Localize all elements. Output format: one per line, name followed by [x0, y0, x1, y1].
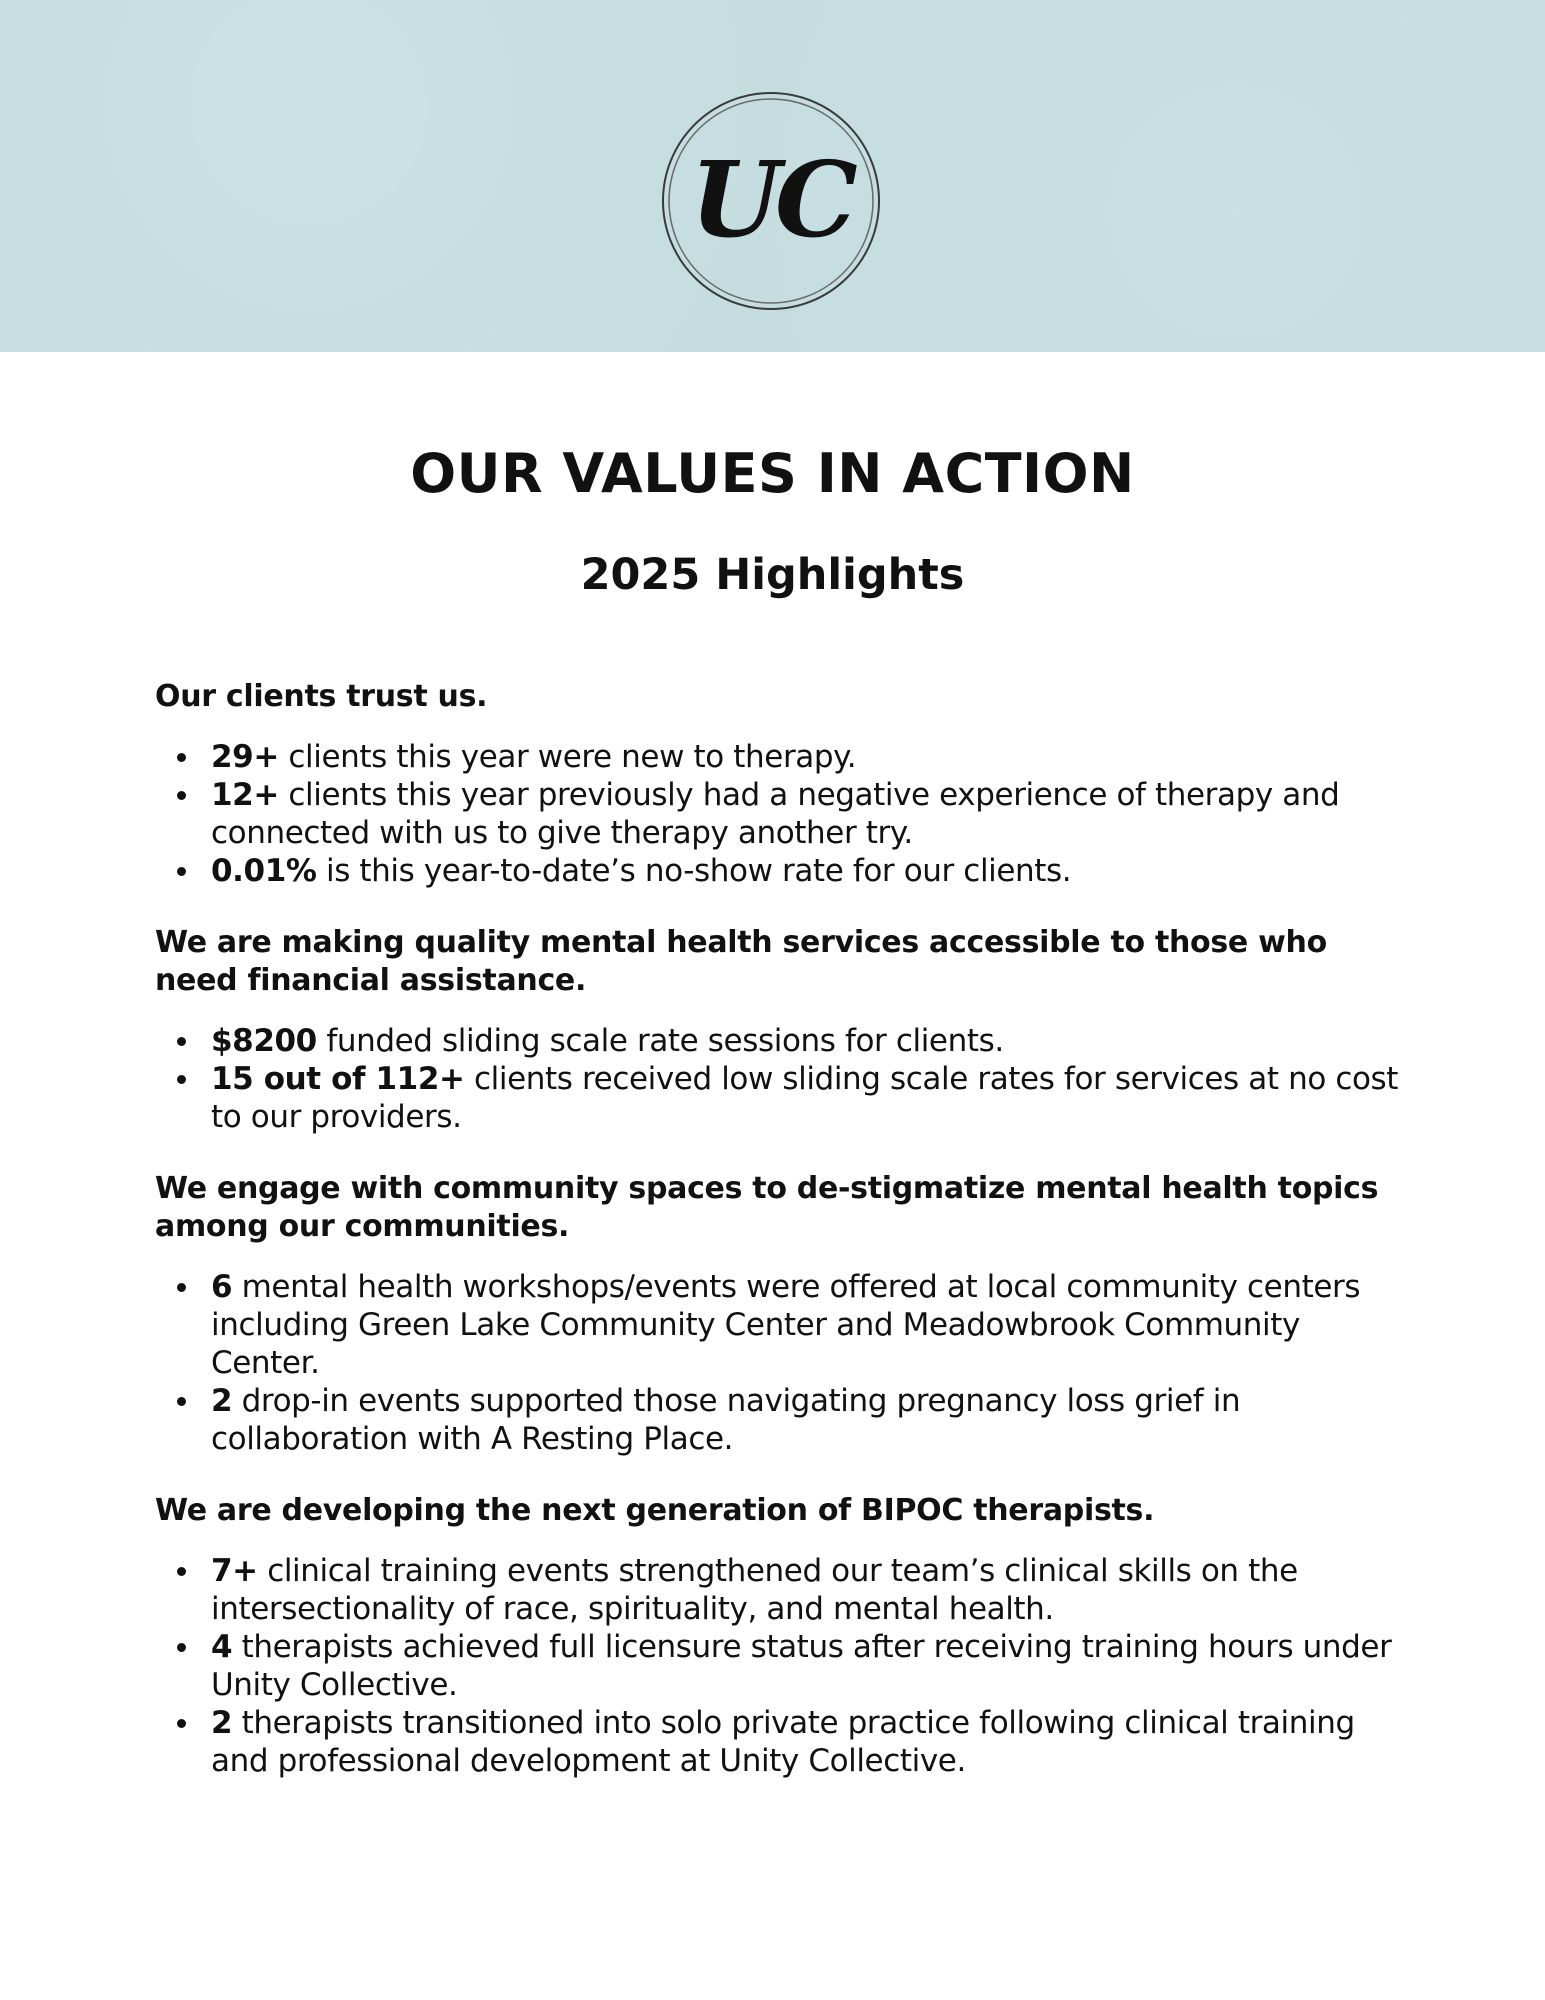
page-title: OUR VALUES IN ACTION: [410, 442, 1135, 505]
section-heading-therapists: We are developing the next generation of BIPOC therapists.: [155, 1493, 1155, 1528]
uc-logo: [660, 90, 882, 312]
list-item: [155, 1060, 1405, 1136]
section-heading-access: We are making quality mental health services accessible to those who need financial assistance.: [155, 925, 1327, 998]
highlights-content: [155, 678, 1405, 1814]
highlight-number: 4: [211, 1629, 233, 1665]
page-subtitle: 2025 Highlights: [580, 550, 965, 600]
list-item: [155, 738, 1405, 776]
logo-text: UC: [690, 138, 852, 261]
highlight-text: drop-in events supported those navigating pregnancy loss grief in collaboration with A Resting Place.: [211, 1383, 1241, 1457]
list-item: [155, 776, 1405, 852]
list-item: [155, 1704, 1405, 1780]
list-item: [155, 1628, 1405, 1704]
section-list-clients: [155, 738, 1405, 890]
highlight-number: 0.01%: [211, 853, 317, 889]
highlight-text: is this year-to-date’s no-show rate for our clients.: [316, 853, 1072, 889]
highlight-number: 12+: [211, 777, 279, 813]
highlight-text: mental health workshops/events were offered at local community centers including Green Lake Community Center and Meadowbrook Community Center.: [211, 1269, 1361, 1381]
list-item: [155, 1022, 1405, 1060]
highlight-number: 2: [211, 1705, 233, 1741]
highlight-number: 7+: [211, 1553, 258, 1589]
highlight-text: funded sliding scale rate sessions for clients.: [316, 1023, 1004, 1059]
list-item: [155, 1552, 1405, 1628]
highlight-number: 15 out of 112+: [211, 1061, 465, 1097]
highlight-number: 6: [211, 1269, 233, 1305]
highlight-number: $8200: [211, 1023, 317, 1059]
highlight-number: 2: [211, 1383, 233, 1419]
section-list-therapists: [155, 1552, 1405, 1780]
highlight-text: clients received low sliding scale rates for services at no cost to our providers.: [211, 1061, 1399, 1135]
section-heading-community: We engage with community spaces to de-stigmatize mental health topics among our communities.: [155, 1171, 1379, 1244]
highlight-text: therapists achieved full licensure status after receiving training hours under Unity Collective.: [211, 1629, 1392, 1703]
header-band: [0, 0, 1545, 352]
list-item: [155, 1382, 1405, 1458]
list-item: [155, 852, 1405, 890]
section-list-access: [155, 1022, 1405, 1136]
highlight-text: therapists transitioned into solo private practice following clinical training and professional development at Unity Collective.: [211, 1705, 1355, 1779]
section-heading-clients: Our clients trust us.: [155, 679, 488, 714]
section-list-community: [155, 1268, 1405, 1458]
highlight-text: clinical training events strengthened our team’s clinical skills on the intersectionality of race, spirituality, and mental health.: [211, 1553, 1298, 1627]
list-item: [155, 1268, 1405, 1382]
highlight-text: clients this year were new to therapy.: [278, 739, 857, 775]
highlight-text: clients this year previously had a negative experience of therapy and connected with us to give therapy another try.: [211, 777, 1340, 851]
highlight-number: 29+: [211, 739, 279, 775]
